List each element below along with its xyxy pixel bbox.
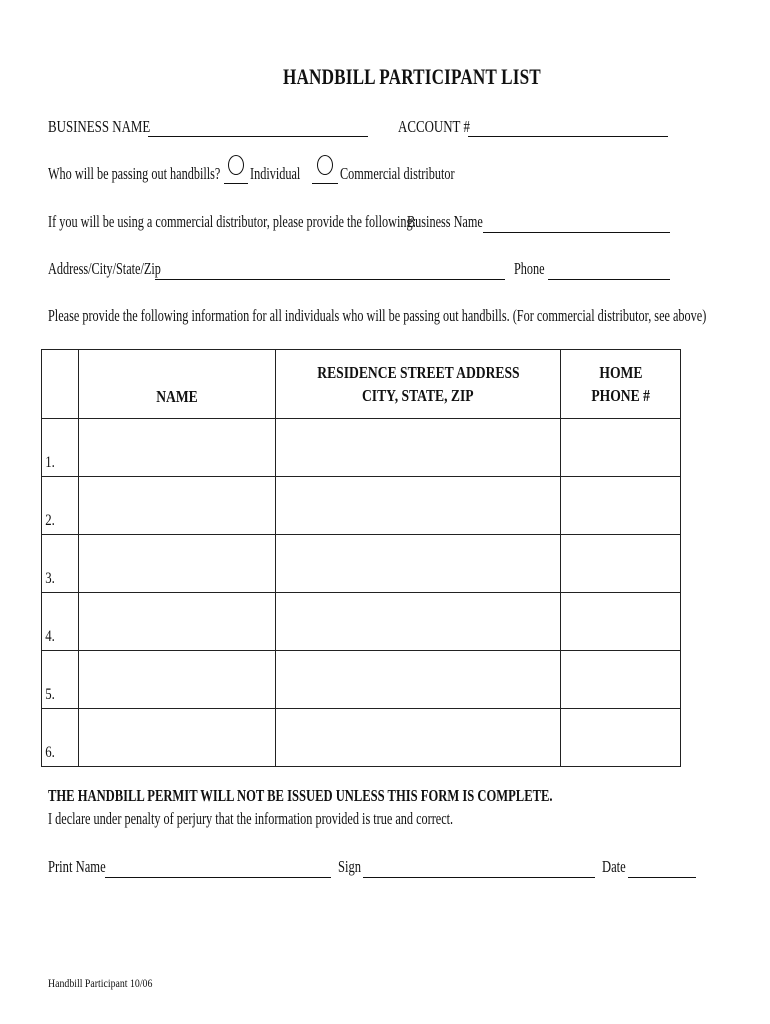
warning-text: THE HANDBILL PERMIT WILL NOT BE ISSUED UNLESS THIS FORM IS COMPLETE. [48,786,553,805]
table-row [42,709,681,767]
address-input[interactable] [276,475,564,534]
instructions-text: Please provide the following information for all individuals who will be passing out handbills. (For commercial distributor, see above) [48,306,707,325]
table-row [42,535,681,593]
row-number: 6. [42,709,79,767]
table-row [42,593,681,651]
address-label: Address/City/State/Zip [48,259,161,278]
table-header-row [42,350,681,419]
row-number: 3. [42,535,79,593]
name-cell[interactable] [79,709,276,767]
commercial-phone-field[interactable] [548,261,670,280]
name-input[interactable] [79,707,279,766]
address-cell[interactable] [276,419,561,477]
row-number: 2. [42,477,79,535]
form-footer: Handbill Participant 10/06 [48,976,153,990]
table-row [42,651,681,709]
phone-input[interactable] [561,417,684,476]
name-input[interactable] [79,591,279,650]
form-title: HANDBILL PARTICIPANT LIST [283,64,541,89]
address-input[interactable] [276,591,564,650]
individual-radio[interactable] [228,155,244,175]
individual-blank-line [224,183,248,184]
address-cell[interactable] [276,593,561,651]
address-input[interactable] [276,533,564,592]
phone-cell[interactable] [561,593,681,651]
print-name-label: Print Name [48,857,106,876]
account-label: ACCOUNT # [398,117,470,136]
name-cell[interactable] [79,419,276,477]
commercial-radio[interactable] [317,155,333,175]
phone-cell[interactable] [561,709,681,767]
address-input[interactable] [276,707,564,766]
header-phone-line1: HOME [598,363,643,382]
sign-label: Sign [338,857,362,876]
name-input[interactable] [79,533,279,592]
address-cell[interactable] [276,709,561,767]
phone-cell[interactable] [561,477,681,535]
header-address-line1: RESIDENCE STREET ADDRESS [316,363,520,382]
header-phone [561,350,681,419]
participant-table [41,349,681,767]
date-label: Date [602,857,626,876]
who-question: Who will be passing out handbills? [48,164,221,183]
individual-option-label: Individual [250,164,301,183]
address-cell[interactable] [276,535,561,593]
row-number: 1. [42,419,79,477]
header-phone-line2: PHONE # [591,386,650,405]
header-address [276,350,561,419]
name-cell[interactable] [79,593,276,651]
phone-input[interactable] [561,591,684,650]
table-row [42,419,681,477]
phone-input[interactable] [561,649,684,708]
declaration-text: I declare under penalty of perjury that the information provided is true and correct. [48,809,454,828]
print-name-field[interactable] [105,859,331,878]
header-address-line2: CITY, STATE, ZIP [362,386,474,405]
row-number: 4. [42,593,79,651]
name-input[interactable] [79,417,279,476]
table-row [42,477,681,535]
commercial-business-name-label: Business Name [407,212,483,231]
phone-cell[interactable] [561,651,681,709]
commercial-blank-line [312,183,338,184]
business-name-field[interactable] [148,118,368,137]
row-number: 5. [42,651,79,709]
account-field[interactable] [468,118,668,137]
phone-input[interactable] [561,707,684,766]
name-input[interactable] [79,475,279,534]
name-input[interactable] [79,649,279,708]
signature-field[interactable] [363,859,595,878]
phone-label: Phone [514,259,545,278]
date-field[interactable] [628,859,696,878]
address-input[interactable] [276,417,564,476]
address-cell[interactable] [276,477,561,535]
commercial-business-name-field[interactable] [483,214,670,233]
commercial-prompt: If you will be using a commercial distributor, please provide the following: [48,212,416,231]
header-number [42,350,79,419]
address-cell[interactable] [276,651,561,709]
phone-cell[interactable] [561,535,681,593]
business-name-label: BUSINESS NAME [48,117,151,136]
commercial-address-field[interactable] [155,261,505,280]
phone-cell[interactable] [561,419,681,477]
name-cell[interactable] [79,651,276,709]
name-cell[interactable] [79,535,276,593]
commercial-option-label: Commercial distributor [340,164,455,183]
address-input[interactable] [276,649,564,708]
name-cell[interactable] [79,477,276,535]
phone-input[interactable] [561,533,684,592]
phone-input[interactable] [561,475,684,534]
header-name: NAME [79,350,276,419]
